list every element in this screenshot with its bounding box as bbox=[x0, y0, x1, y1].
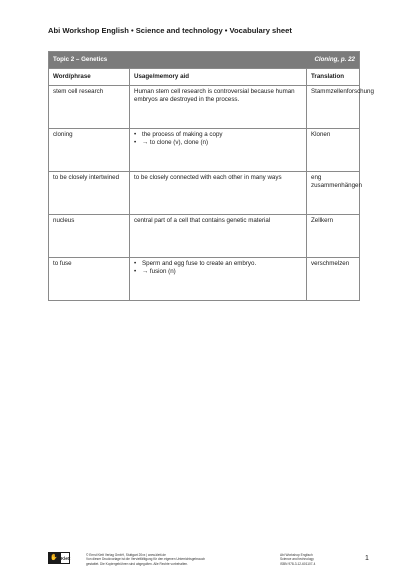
usage-text: Human stem cell research is controversial because human embryos are destroyed in the process. bbox=[134, 88, 295, 104]
usage-cell bbox=[130, 258, 307, 301]
column-header-row bbox=[49, 69, 360, 86]
document-title: Abi Workshop English • Science and technology • Vocabulary sheet bbox=[48, 26, 292, 35]
topic-reference: Cloning, p. 22 bbox=[314, 55, 356, 63]
translation-cell: eng zusammenhängen bbox=[307, 172, 360, 215]
translation-cell: Stammzellenforschung bbox=[307, 86, 360, 129]
usage-cell bbox=[130, 86, 307, 129]
translation-cell: Zellkern bbox=[307, 215, 360, 258]
usage-bullet-item: • Sperm and egg fuse to create an embryo. bbox=[134, 260, 302, 268]
page-number: 1 bbox=[365, 555, 369, 562]
usage-cell bbox=[130, 172, 307, 215]
usage-bullet-list bbox=[134, 131, 302, 147]
sign-language-icon: ✋ bbox=[50, 555, 58, 561]
publication-line: Abi Workshop Englisch bbox=[280, 553, 313, 557]
publisher-logo bbox=[48, 552, 70, 564]
vocab-row bbox=[49, 215, 360, 258]
topic-label: Topic 2 – Genetics bbox=[53, 55, 108, 63]
copyright-notice bbox=[86, 553, 236, 566]
column-header-translation: Translation bbox=[307, 69, 360, 86]
usage-text: central part of a cell that contains genetic material bbox=[134, 217, 271, 224]
topic-cell bbox=[49, 52, 360, 69]
word-cell: cloning bbox=[49, 129, 130, 172]
copyright-line: © Ernst Klett Verlag GmbH, Stuttgart 20xx | www.klett.de bbox=[86, 553, 166, 557]
translation-cell: verschmelzen bbox=[307, 258, 360, 301]
translation-cell: Klonen bbox=[307, 129, 360, 172]
column-header-usage: Usage/memory aid bbox=[130, 69, 307, 86]
copyright-line: Von dieser Druckvorlage ist die Vervielfältigung für den eigenen Unterrichtsgebrauch bbox=[86, 557, 206, 562]
usage-text: to be closely connected with each other in many ways bbox=[134, 174, 282, 181]
usage-cell bbox=[130, 215, 307, 258]
publication-line: Science and technology bbox=[280, 557, 314, 562]
page-footer bbox=[48, 552, 371, 566]
vocab-row bbox=[49, 258, 360, 301]
publication-line: ISBN 978-3-12-601107-4 bbox=[280, 561, 316, 566]
topic-header-row bbox=[49, 52, 360, 69]
vocab-row bbox=[49, 129, 360, 172]
vocab-row bbox=[49, 172, 360, 215]
publication-info bbox=[280, 553, 350, 566]
usage-bullet-item: • → fusion (n) bbox=[134, 268, 302, 276]
word-cell: nucleus bbox=[49, 215, 130, 258]
vocab-row bbox=[49, 86, 360, 129]
usage-cell bbox=[130, 129, 307, 172]
copyright-line: gestattet. Die Kopiergebühren sind abgegolten. Alle Rechte vorbehalten. bbox=[86, 561, 189, 566]
column-header-word: Word/phrase bbox=[49, 69, 130, 86]
usage-bullet-item: • the process of making a copy bbox=[134, 131, 302, 139]
vocabulary-table bbox=[48, 51, 374, 301]
usage-bullet-item: • → to clone (v), clone (n) bbox=[134, 139, 302, 147]
word-cell: to fuse bbox=[49, 258, 130, 301]
publisher-logo-text: Klett bbox=[60, 552, 70, 564]
word-cell: stem cell research bbox=[49, 86, 130, 129]
usage-bullet-list bbox=[134, 260, 302, 276]
word-cell: to be closely intertwined bbox=[49, 172, 130, 215]
